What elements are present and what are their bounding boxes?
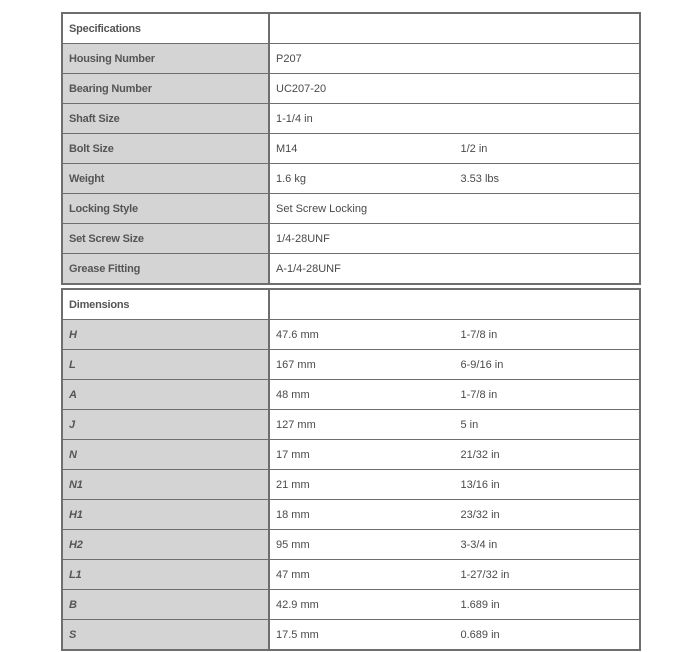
table-row xyxy=(62,500,640,530)
row-label: B xyxy=(62,590,269,620)
row-value-imperial xyxy=(455,104,641,134)
table-row xyxy=(62,440,640,470)
row-label: Locking Style xyxy=(62,194,269,224)
row-value-imperial: 1.689 in xyxy=(455,590,641,620)
row-label: Housing Number xyxy=(62,44,269,74)
row-value-metric: Set Screw Locking xyxy=(269,194,455,224)
specifications-header-row xyxy=(62,13,640,44)
table-row xyxy=(62,380,640,410)
row-value-imperial: 5 in xyxy=(455,410,641,440)
row-value-imperial: 1-27/32 in xyxy=(455,560,641,590)
table-row xyxy=(62,590,640,620)
row-label: Weight xyxy=(62,164,269,194)
dimensions-header: Dimensions xyxy=(62,289,269,320)
dimensions-header-row xyxy=(62,289,640,320)
row-value-imperial: 13/16 in xyxy=(455,470,641,500)
header-empty-cell xyxy=(269,289,640,320)
row-label: A xyxy=(62,380,269,410)
row-label: H1 xyxy=(62,500,269,530)
row-value-metric: 17 mm xyxy=(269,440,455,470)
row-value-metric: 48 mm xyxy=(269,380,455,410)
table-row xyxy=(62,530,640,560)
table-row xyxy=(62,194,640,224)
row-label: Set Screw Size xyxy=(62,224,269,254)
dimensions-table xyxy=(61,288,641,651)
table-row xyxy=(62,134,640,164)
table-row xyxy=(62,164,640,194)
row-label: N xyxy=(62,440,269,470)
row-value-metric: UC207-20 xyxy=(269,74,455,104)
row-value-metric: 127 mm xyxy=(269,410,455,440)
table-row xyxy=(62,350,640,380)
row-value-imperial: 0.689 in xyxy=(455,620,641,651)
row-value-imperial: 21/32 in xyxy=(455,440,641,470)
table-row xyxy=(62,224,640,254)
row-value-imperial: 3.53 lbs xyxy=(455,164,641,194)
row-label: Bolt Size xyxy=(62,134,269,164)
row-value-imperial: 6-9/16 in xyxy=(455,350,641,380)
row-value-metric: 47 mm xyxy=(269,560,455,590)
row-value-metric: 167 mm xyxy=(269,350,455,380)
row-value-metric: 1-1/4 in xyxy=(269,104,455,134)
table-row xyxy=(62,320,640,350)
table-row xyxy=(62,104,640,134)
row-label: H2 xyxy=(62,530,269,560)
row-value-metric: 18 mm xyxy=(269,500,455,530)
row-label: J xyxy=(62,410,269,440)
row-label: H xyxy=(62,320,269,350)
specifications-header: Specifications xyxy=(62,13,269,44)
row-value-metric: 47.6 mm xyxy=(269,320,455,350)
row-value-imperial: 1/2 in xyxy=(455,134,641,164)
row-label: L xyxy=(62,350,269,380)
table-row xyxy=(62,44,640,74)
row-label: N1 xyxy=(62,470,269,500)
row-label: S xyxy=(62,620,269,651)
row-value-metric: 42.9 mm xyxy=(269,590,455,620)
row-value-metric: A-1/4-28UNF xyxy=(269,254,455,285)
table-row xyxy=(62,620,640,651)
table-row xyxy=(62,560,640,590)
row-value-metric: M14 xyxy=(269,134,455,164)
row-value-metric: P207 xyxy=(269,44,455,74)
row-value-imperial xyxy=(455,254,641,285)
row-value-imperial xyxy=(455,44,641,74)
row-value-metric: 1.6 kg xyxy=(269,164,455,194)
row-value-metric: 95 mm xyxy=(269,530,455,560)
row-value-imperial: 1-7/8 in xyxy=(455,380,641,410)
row-value-imperial xyxy=(455,224,641,254)
row-value-metric: 1/4-28UNF xyxy=(269,224,455,254)
table-row xyxy=(62,254,640,285)
specifications-table xyxy=(61,12,641,285)
table-row xyxy=(62,470,640,500)
row-value-imperial: 23/32 in xyxy=(455,500,641,530)
row-label: Grease Fitting xyxy=(62,254,269,285)
row-value-imperial xyxy=(455,194,641,224)
row-value-metric: 17.5 mm xyxy=(269,620,455,651)
row-value-imperial: 3-3/4 in xyxy=(455,530,641,560)
row-value-imperial: 1-7/8 in xyxy=(455,320,641,350)
table-row xyxy=(62,410,640,440)
row-label: Bearing Number xyxy=(62,74,269,104)
table-row xyxy=(62,74,640,104)
row-label: Shaft Size xyxy=(62,104,269,134)
row-label: L1 xyxy=(62,560,269,590)
row-value-imperial xyxy=(455,74,641,104)
header-empty-cell xyxy=(269,13,640,44)
row-value-metric: 21 mm xyxy=(269,470,455,500)
